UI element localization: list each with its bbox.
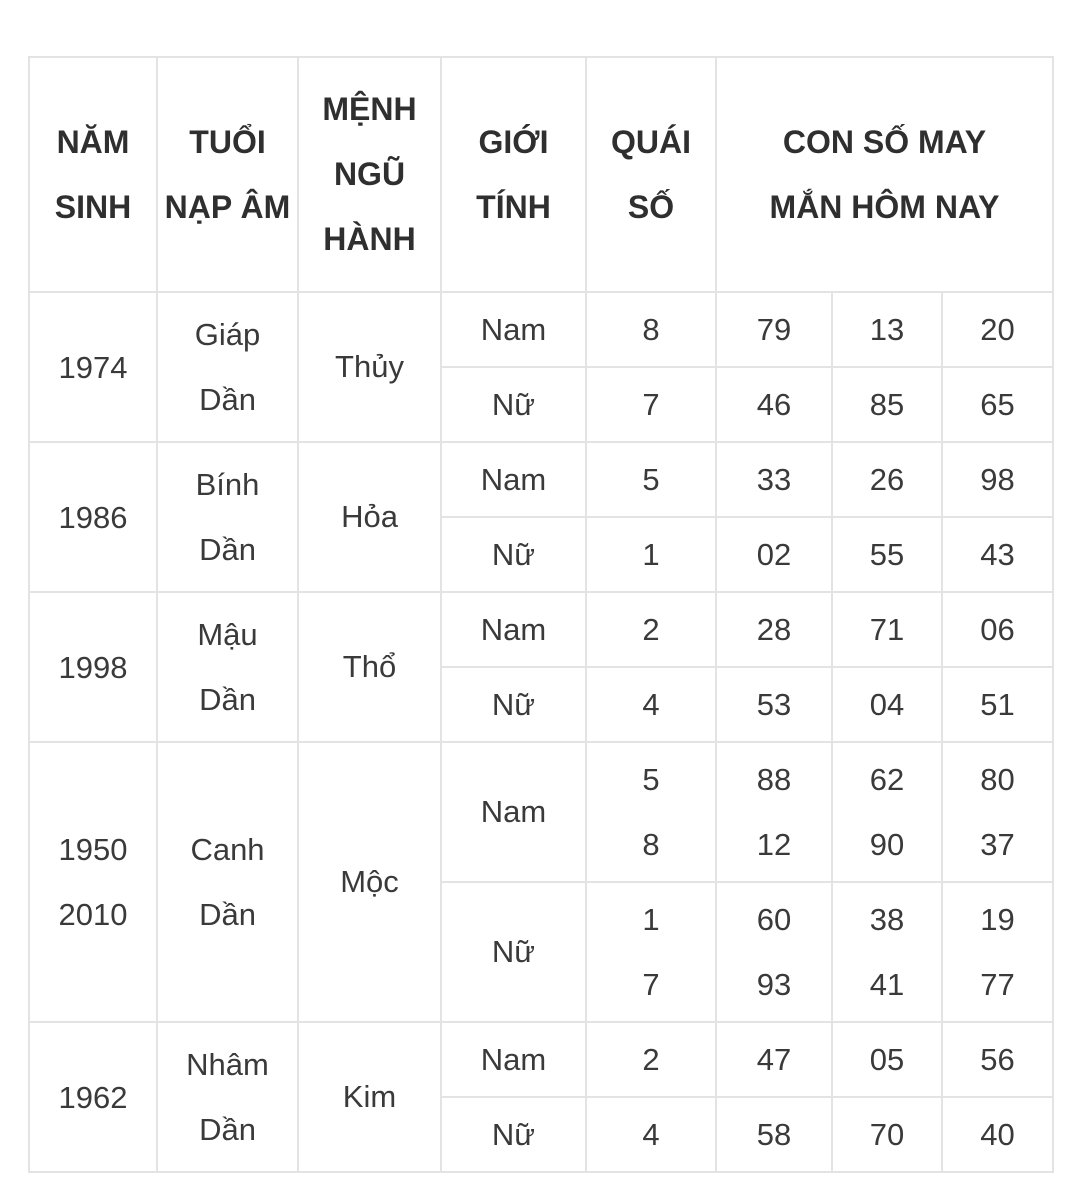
table-row <box>29 742 1053 882</box>
lucky-number-cell: 40 <box>942 1097 1053 1172</box>
table-body <box>29 292 1053 1172</box>
birth-year-cell: 1962 <box>29 1022 157 1172</box>
lucky-number-cell: 26 <box>832 442 942 517</box>
header-lucky-numbers: CON SỐ MAY MẮN HÔM NAY <box>716 57 1053 292</box>
nap-am-cell: Giáp Dần <box>157 292 298 442</box>
gender-cell: Nữ <box>441 367 586 442</box>
lucky-number-cell: 33 <box>716 442 832 517</box>
lucky-number-cell: 80 37 <box>942 742 1053 882</box>
lucky-number-cell: 53 <box>716 667 832 742</box>
nap-am-cell: Canh Dần <box>157 742 298 1022</box>
lucky-number-cell: 88 12 <box>716 742 832 882</box>
lucky-number-cell: 13 <box>832 292 942 367</box>
gender-cell: Nam <box>441 1022 586 1097</box>
lucky-number-cell: 55 <box>832 517 942 592</box>
element-cell: Thủy <box>298 292 441 442</box>
lucky-number-cell: 05 <box>832 1022 942 1097</box>
lucky-number-cell: 51 <box>942 667 1053 742</box>
gender-cell: Nữ <box>441 667 586 742</box>
element-cell: Hỏa <box>298 442 441 592</box>
lucky-number-cell: 06 <box>942 592 1053 667</box>
gender-cell: Nam <box>441 292 586 367</box>
gender-cell: Nữ <box>441 882 586 1022</box>
birth-year-cell: 1986 <box>29 442 157 592</box>
table-row <box>29 592 1053 667</box>
lucky-number-cell: 56 <box>942 1022 1053 1097</box>
lucky-number-cell: 43 <box>942 517 1053 592</box>
header-element: MỆNH NGŨ HÀNH <box>298 57 441 292</box>
nap-am-cell: Mậu Dần <box>157 592 298 742</box>
birth-year-cell: 1974 <box>29 292 157 442</box>
nap-am-cell: Nhâm Dần <box>157 1022 298 1172</box>
quai-so-cell: 4 <box>586 667 716 742</box>
lucky-number-cell: 04 <box>832 667 942 742</box>
lucky-number-cell: 58 <box>716 1097 832 1172</box>
header-quai-so: QUÁI SỐ <box>586 57 716 292</box>
gender-cell: Nam <box>441 742 586 882</box>
lucky-number-cell: 79 <box>716 292 832 367</box>
lucky-number-table <box>28 56 1054 1173</box>
lucky-number-cell: 19 77 <box>942 882 1053 1022</box>
lucky-number-cell: 71 <box>832 592 942 667</box>
quai-so-cell: 2 <box>586 592 716 667</box>
element-cell: Thổ <box>298 592 441 742</box>
lucky-number-cell: 62 90 <box>832 742 942 882</box>
gender-cell: Nữ <box>441 517 586 592</box>
quai-so-cell: 5 <box>586 442 716 517</box>
birth-year-cell: 1950 2010 <box>29 742 157 1022</box>
quai-so-cell: 1 <box>586 517 716 592</box>
birth-year-cell: 1998 <box>29 592 157 742</box>
lucky-number-cell: 28 <box>716 592 832 667</box>
gender-cell: Nữ <box>441 1097 586 1172</box>
lucky-number-cell: 46 <box>716 367 832 442</box>
lucky-number-cell: 70 <box>832 1097 942 1172</box>
quai-so-cell: 8 <box>586 292 716 367</box>
gender-cell: Nam <box>441 442 586 517</box>
lucky-number-cell: 65 <box>942 367 1053 442</box>
header-row <box>29 57 1053 292</box>
header-birth-year: NĂM SINH <box>29 57 157 292</box>
table-row <box>29 442 1053 517</box>
quai-so-cell: 1 7 <box>586 882 716 1022</box>
quai-so-cell: 7 <box>586 367 716 442</box>
lucky-number-cell: 02 <box>716 517 832 592</box>
header-gender: GIỚI TÍNH <box>441 57 586 292</box>
element-cell: Kim <box>298 1022 441 1172</box>
header-nap-am: TUỔI NẠP ÂM <box>157 57 298 292</box>
nap-am-cell: Bính Dần <box>157 442 298 592</box>
element-cell: Mộc <box>298 742 441 1022</box>
table-row <box>29 1022 1053 1097</box>
quai-so-cell: 4 <box>586 1097 716 1172</box>
lucky-number-cell: 47 <box>716 1022 832 1097</box>
quai-so-cell: 2 <box>586 1022 716 1097</box>
lucky-number-cell: 38 41 <box>832 882 942 1022</box>
table-row <box>29 292 1053 367</box>
lucky-number-cell: 60 93 <box>716 882 832 1022</box>
lucky-number-cell: 85 <box>832 367 942 442</box>
quai-so-cell: 5 8 <box>586 742 716 882</box>
lucky-number-cell: 98 <box>942 442 1053 517</box>
gender-cell: Nam <box>441 592 586 667</box>
lucky-number-cell: 20 <box>942 292 1053 367</box>
